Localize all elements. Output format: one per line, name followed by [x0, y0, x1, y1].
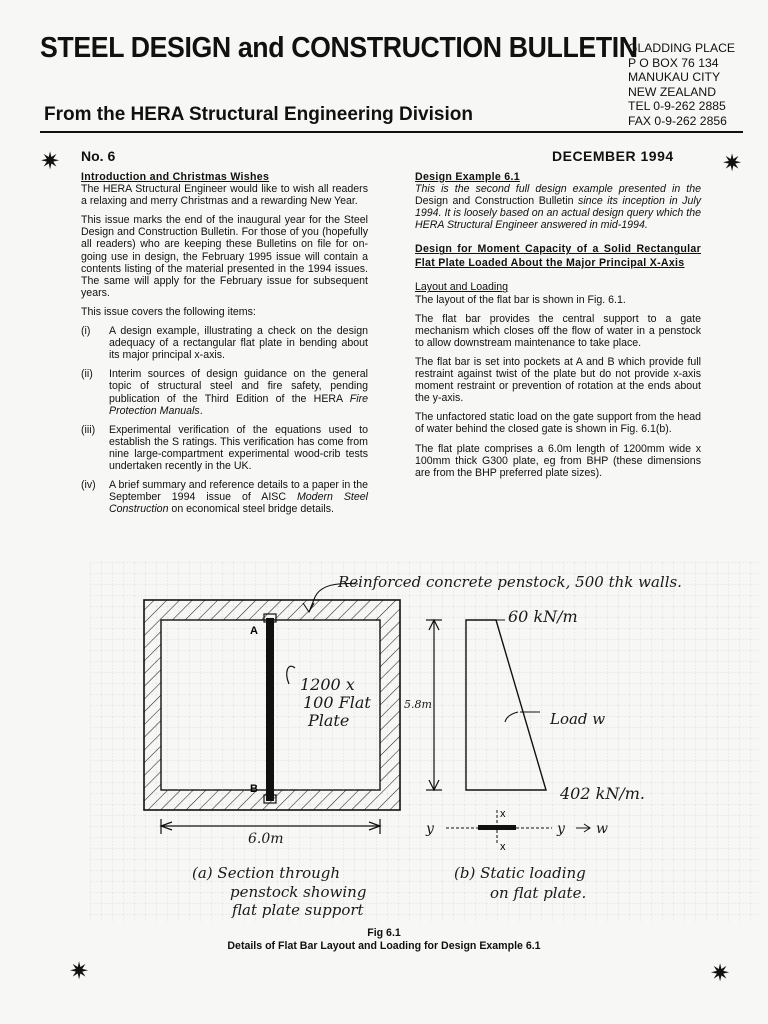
list-item	[81, 368, 368, 416]
figure-sketch	[90, 562, 760, 922]
caption-a-line2: penstock showing	[230, 883, 367, 901]
caption-a-line3: flat plate support	[232, 901, 364, 919]
item-text: Experimental verification of the equations used to establish the S ratings. This verification has come from nine large-compartment experimental wood-crib tests undertaken recently in the UK.	[109, 423, 368, 472]
w-label: w	[596, 821, 608, 837]
item-text: A design example, illustrating a check on the design adequacy of a rectangular flat plate in bending about its major principal x-axis.	[109, 325, 368, 362]
y-axis-left-label: y	[426, 821, 434, 837]
address-line: GLADDING PLACE	[628, 41, 736, 55]
subsection-heading: Design for Moment Capacity of a Solid Rectangular Flat Plate Loaded About the Major Principal X-Axis	[415, 243, 701, 269]
paragraph: This issue covers the following items:	[81, 305, 256, 318]
list-item	[81, 424, 368, 472]
publication-title: Fire Protection Manuals	[109, 392, 368, 417]
load-w-label: Load w	[550, 710, 606, 728]
caption-a-line1: (a) Section through	[192, 864, 341, 882]
concrete-label: Reinforced concrete penstock, 500 thk walls.	[338, 573, 682, 591]
y-axis-right-label: y	[557, 821, 565, 837]
paragraph: The flat bar provides the central support to a gate mechanism which closes off the flow of water in a penstock to allow downstream maintenance to take place.	[415, 312, 701, 349]
item-text-part: .	[199, 404, 203, 417]
section-heading: Design Example 6.1	[415, 171, 520, 183]
paragraph: The flat bar is set into pockets at A and B which provide full restraint against twist of the plate but do not provide x-axis moment restraint or prevention of rotation at the ends about the y-axis.	[415, 355, 701, 405]
address-line: NEW ZEALAND	[628, 84, 717, 99]
intro-text: since its inception in July 1994. It is loosely based on an actual design query which the HERA Structural Engineer answered in mid-1994.	[415, 195, 701, 232]
item-number: (i)	[81, 325, 91, 338]
items-list	[81, 325, 368, 515]
intro-text-roman: Design and Construction Bulletin	[415, 195, 574, 208]
left-column	[81, 171, 368, 522]
figure-caption	[0, 927, 768, 953]
item-text-part: on economical steel bridge details.	[168, 503, 334, 516]
masthead-rule	[40, 131, 743, 133]
paragraph: The layout of the flat bar is shown in Fig. 6.1.	[415, 293, 626, 306]
load-top-label: 60 kN/m	[508, 607, 578, 626]
address-block	[628, 41, 735, 129]
issue-number: No. 6	[81, 148, 116, 164]
subsection-title: Layout and Loading	[415, 281, 509, 294]
plate-label-2: 100 Flat	[303, 693, 371, 712]
section-heading: Introduction and Christmas Wishes	[81, 171, 270, 183]
item-number: (iv)	[81, 479, 96, 492]
plate-label-3: Plate	[308, 711, 350, 730]
address-line: MANUKAU CITY	[628, 70, 721, 85]
paragraph: This issue marks the end of the inaugural year for the Steel Design and Construction Bulletin. For those of you (hopefully all readers) who are keeping these Bulletins on file for on-going use in design, the February 1995 issue will contain a contents listing of the material presented in the 1994 issues. The same will apply for the February issue for subsequent years.	[81, 214, 368, 299]
item-text	[109, 479, 368, 515]
figure-title: Details of Flat Bar Layout and Loading for Design Example 6.1	[227, 940, 541, 952]
item-text-part: Interim sources of design guidance on the general topic of structural steel and fire safety, pending publication of the Third Edition of the HERA	[109, 368, 368, 405]
height-label: 5.8m	[404, 698, 432, 711]
bulletin-subtitle: From the HERA Structural Engineering Division	[44, 104, 473, 125]
publication-title: Modern Steel Construction	[109, 491, 369, 516]
phone-line: TEL 0-9-262 2885	[628, 99, 726, 114]
figure-number: Fig 6.1	[367, 927, 401, 939]
plate-label-1: 1200 x	[300, 675, 355, 694]
paragraph: The unfactored static load on the gate support from the head of water behind the closed gate is shown in Fig. 6.1(b).	[415, 411, 701, 436]
fax-line: FAX 0-9-262 2856	[628, 113, 727, 128]
intro-paragraph	[415, 183, 701, 231]
item-text	[109, 368, 368, 416]
issue-date: DECEMBER 1994	[552, 148, 674, 164]
christmas-star-icon: ✷	[722, 150, 743, 177]
item-number: (ii)	[81, 368, 93, 381]
load-bottom-label: 402 kN/m.	[560, 784, 645, 803]
caption-b-line2: on flat plate.	[490, 884, 587, 902]
paragraph: The HERA Structural Engineer would like to wish all readers a relaxing and merry Christmas and a rewarding New Year.	[81, 183, 368, 208]
bulletin-title: STEEL DESIGN and CONSTRUCTION BULLETIN	[40, 32, 638, 64]
point-a-label: A	[250, 625, 258, 637]
paragraph: The flat plate comprises a 6.0m length of 1200mm wide x 100mm thick G300 plate, eg from BHP (these dimensions are from the BHP preferred plate sizes).	[415, 442, 701, 479]
intro-text: This is the second full design example presented in the	[415, 183, 701, 196]
point-b-label: B	[250, 783, 258, 795]
christmas-star-icon: ✷	[40, 148, 61, 175]
list-item	[81, 325, 368, 361]
x-axis-bottom-label: x	[500, 841, 506, 853]
item-text-part: A brief summary and reference details to a paper in the September 1994 issue of AISC	[109, 479, 368, 504]
x-axis-top-label: x	[500, 808, 506, 820]
item-number: (iii)	[81, 423, 96, 436]
sketch-svg	[90, 562, 760, 922]
list-item	[81, 479, 368, 515]
address-line: P O BOX 76 134	[628, 55, 719, 70]
caption-b-line1: (b) Static loading	[454, 864, 586, 882]
christmas-star-icon: ✷	[69, 958, 90, 985]
christmas-star-icon: ✷	[710, 960, 731, 987]
right-column	[415, 171, 701, 486]
width-label: 6.0m	[248, 831, 284, 847]
